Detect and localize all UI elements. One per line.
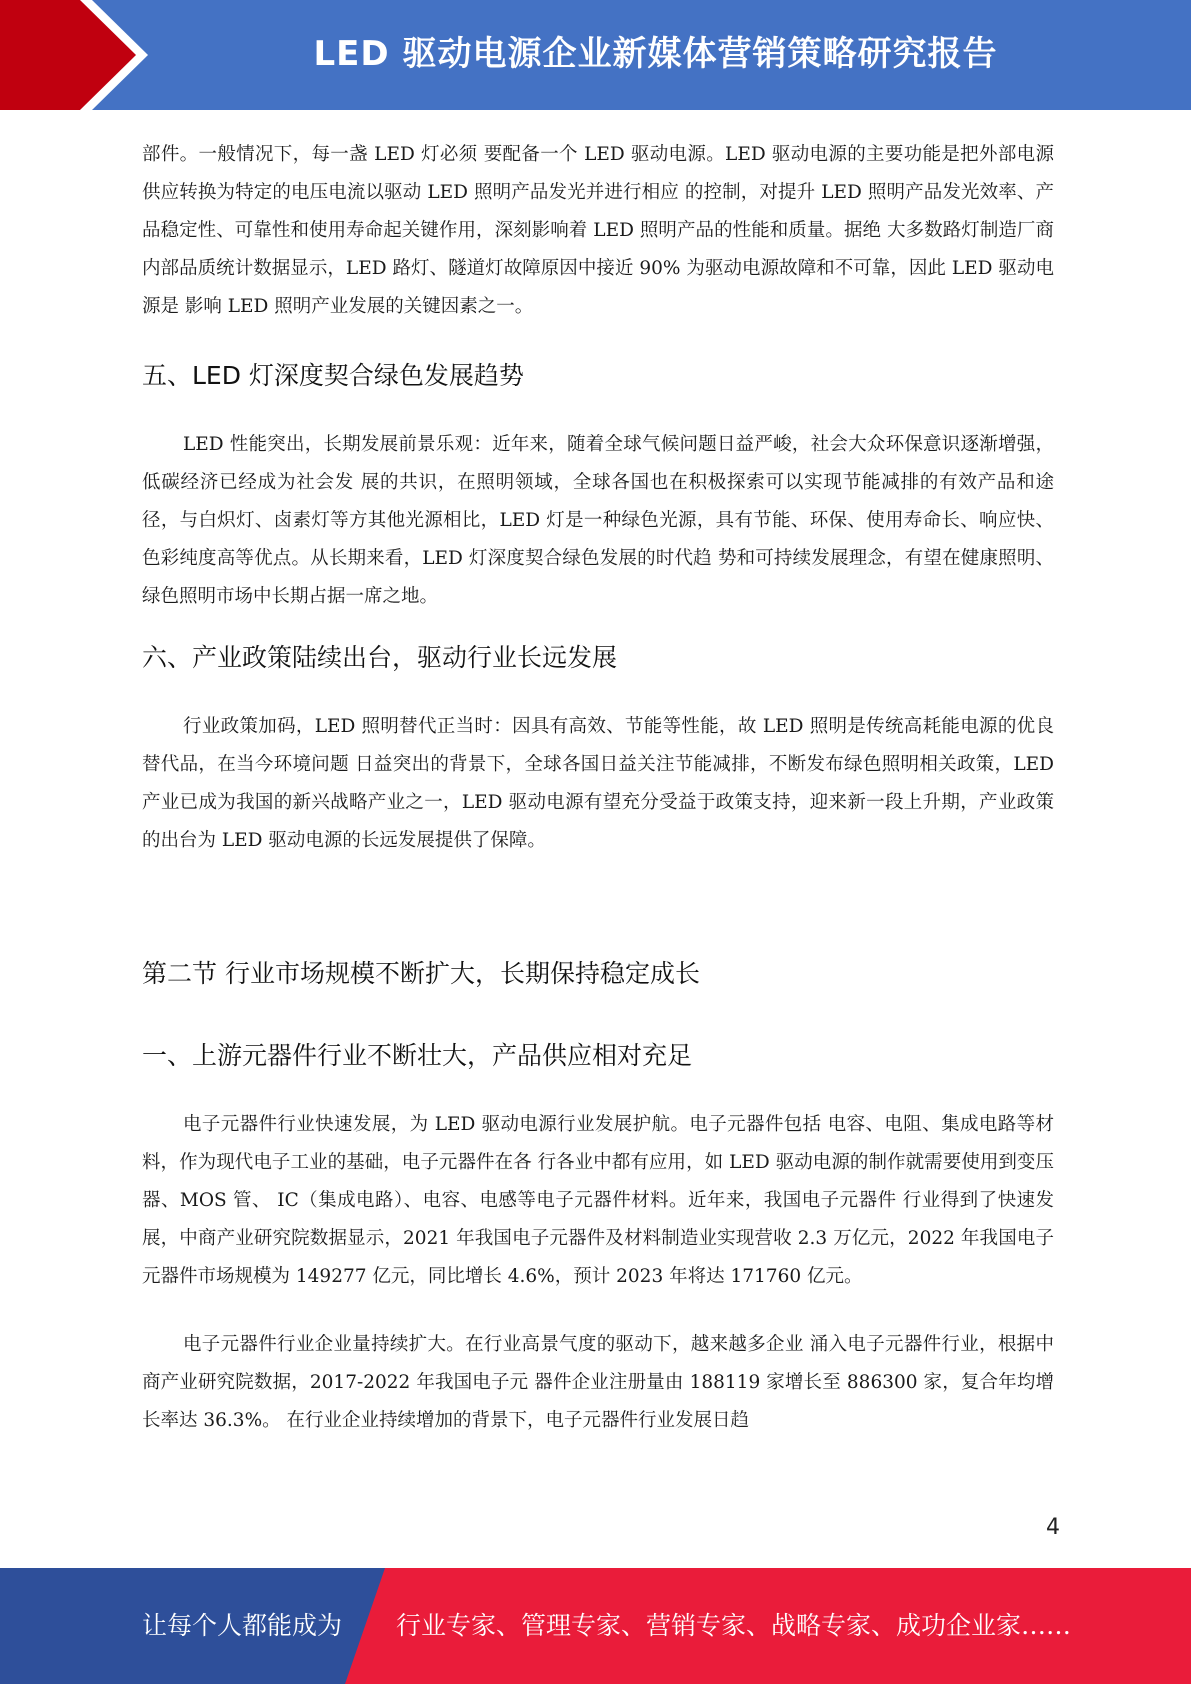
section-2-title: 第二节 行业市场规模不断扩大，长期保持稳定成长 [142, 959, 700, 988]
footer-slogan-left: 让每个人都能成为 [142, 1611, 343, 1640]
paragraph-2-1a: 电子元器件行业快速发展，为 LED 驱动电源行业发展护航。电子元器件包括 电容、电阻、集成电路等材料，作为现代电子工业的基础，电子元器件在各 行各业中都有应用，如 LED 驱动电源的制作就需要使用到变压器、MOS 管、 IC（集成电路）、电容、电感等电子元器件材料。近年来，我国电子元器件 行业得到了快速发展，中商产业研究院数据显示，2021 年我国电子元器件及材料制造业实现营收 2.3 万亿元，2022 年我国电子元器件市场规模为 149277 亿元，同比增长 4.6%，预计 2023 年将达 171760 亿元。 [142, 1114, 1054, 1287]
page-footer [0, 1568, 1191, 1684]
footer-slogan-right: 行业专家、管理专家、营销专家、战略专家、成功企业家…… [396, 1611, 1072, 1640]
page-header [0, 0, 1191, 110]
paragraph-6: 行业政策加码，LED 照明替代正当时：因具有高效、节能等性能，故 LED 照明是传统高耗能电源的优良替代品，在当今环境问题 日益突出的背景下，全球各国日益关注节能减排，不断发布绿色照明相关政策，LED 产业已成为我国的新兴战略产业之一，LED 驱动电源有望充分受益于政策支持，迎来新一段上升期，产业政策的出台为 LED 驱动电源的长远发展提供了保障。 [142, 716, 1054, 851]
paragraph-5: LED 性能突出，长期发展前景乐观：近年来，随着全球气候问题日益严峻，社会大众环保意识逐渐增强，低碳经济已经成为社会发 展的共识，在照明领域，全球各国也在积极探索可以实现节能减排的有效产品和途径，与白炽灯、卤素灯等方其他光源相比，LED 灯是一种绿色光源，具有节能、环保、使用寿命长、响应快、色彩纯度高等优点。从长期来看，LED 灯深度契合绿色发展的时代趋 势和可持续发展理念，有望在健康照明、绿色照明市场中长期占据一席之地。 [142, 434, 1054, 607]
header-arrow-graphic [0, 0, 160, 110]
intro-paragraph: 部件。一般情况下，每一盏 LED 灯必须 要配备一个 LED 驱动电源。LED 驱动电源的主要功能是把外部电源供应转换为特定的电压电流以驱动 LED 照明产品发光并进行相应 的控制，对提升 LED 照明产品发光效率、产品稳定性、可靠性和使用寿命起关键作用，深刻影响着 LED 照明产品的性能和质量。据绝 大多数路灯制造厂商内部品质统计数据显示，LED 路灯、隧道灯故障原因中接近 90% 为驱动电源故障和不可靠，因此 LED 驱动电源是 影响 LED 照明产业发展的关键因素之一。 [142, 144, 1054, 317]
page-number: 4 [1046, 1515, 1060, 1540]
heading-6: 六、产业政策陆续出台，驱动行业长远发展 [142, 643, 618, 672]
paragraph-2-1b: 电子元器件行业企业量持续扩大。在行业高景气度的驱动下，越来越多企业 涌入电子元器件行业，根据中商产业研究院数据，2017-2022 年我国电子元 器件企业注册量由 188119 家增长至 886300 家，复合年均增长率达 36.3%。 在行业企业持续增加的背景下，电子元器件行业发展日趋 [142, 1334, 1054, 1431]
page-content [142, 136, 1054, 1440]
report-title: LED 驱动电源企业新媒体营销策略研究报告 [313, 34, 998, 74]
heading-2-1: 一、上游元器件行业不断壮大，产品供应相对充足 [142, 1041, 693, 1070]
heading-5: 五、LED 灯深度契合绿色发展趋势 [142, 361, 524, 390]
